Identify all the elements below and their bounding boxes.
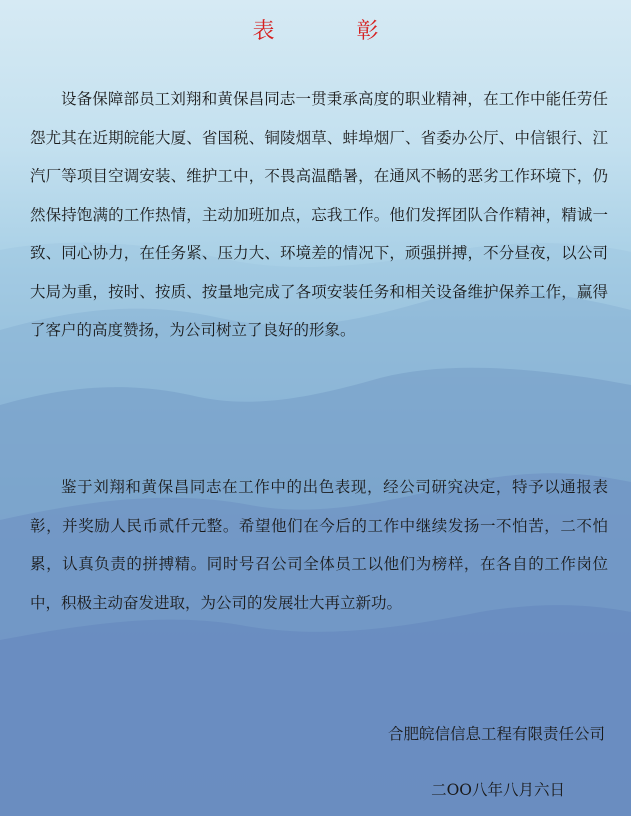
document-date: 二OO八年八月六日 bbox=[431, 781, 565, 799]
document-title: 表彰 bbox=[252, 19, 461, 44]
paragraph-commendation-reason: 设备保障部员工刘翔和黄保昌同志一贯秉承高度的职业精神，在工作中能任劳任怨尤其在近期皖能大厦、省国税、铜陵烟草、蚌埠烟厂、省委办公厅、中信银行、江汽厂等项目空调安装、维护工中，不畏高温酷暑，在通风不畅的恶劣工作环境下，仍然保持饱满的工作热情，主动加班加点，忘我工作。他们发挥团队合作精神，精诚一致、同心协力，在任务紧、压力大、环境差的情况下，顽强拼搏，不分昼夜，以公司大局为重，按时、按质、按量地完成了各项安装任务和相关设备维护保养工作，赢得了客户的高度赞扬，为公司树立了良好的形象。 bbox=[30, 90, 608, 339]
company-signature: 合肥皖信信息工程有限责任公司 bbox=[387, 725, 605, 743]
paragraph-award-decision: 鉴于刘翔和黄保昌同志在工作中的出色表现，经公司研究决定，特予以通报表彰，并奖励人民币贰仟元整。希望他们在今后的工作中继续发扬一不怕苦，二不怕累，认真负责的拼搏精。同时号召公司全体员工以他们为榜样，在各自的工作岗位中，积极主动奋发进取，为公司的发展壮大再立新功。 bbox=[30, 478, 608, 612]
